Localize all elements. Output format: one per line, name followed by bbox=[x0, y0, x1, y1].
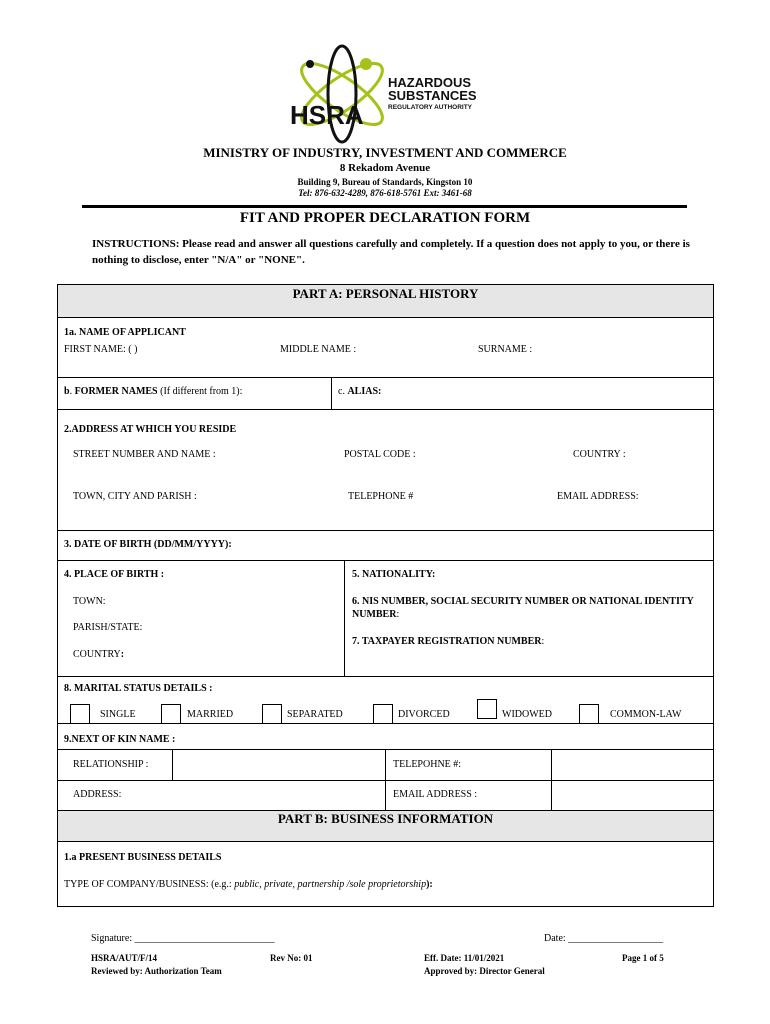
kin-address-field[interactable]: ADDRESS: bbox=[73, 789, 122, 800]
date-of-birth-field[interactable]: 3. DATE OF BIRTH (DD/MM/YYYY): bbox=[64, 539, 232, 550]
married-label: MARRIED bbox=[187, 709, 234, 720]
doc-code: HSRA/AUT/F/14 bbox=[91, 953, 158, 963]
date-line[interactable]: Date: ___________________ bbox=[544, 933, 664, 944]
national-id-field[interactable]: 6. NIS NUMBER, SOCIAL SECURITY NUMBER OR NATIONAL IDENTITY NUMBER: bbox=[352, 596, 694, 620]
street-field[interactable]: STREET NUMBER AND NAME : bbox=[73, 449, 216, 460]
q1a-heading: 1a. NAME OF APPLICANT bbox=[64, 327, 186, 338]
country-field[interactable]: COUNTRY : bbox=[573, 449, 626, 460]
marital-status-section bbox=[57, 676, 714, 724]
nationality-field[interactable]: 5. NATIONALITY: bbox=[352, 569, 436, 580]
page-number: Page 1 of 5 bbox=[622, 953, 664, 963]
surname-field[interactable]: SURNAME : bbox=[478, 344, 533, 355]
birth-town-field[interactable]: TOWN: bbox=[73, 596, 106, 607]
divider bbox=[385, 750, 386, 810]
postal-code-field[interactable]: POSTAL CODE : bbox=[344, 449, 416, 460]
signature-line[interactable]: Signature: ____________________________ bbox=[91, 933, 275, 944]
former-names-field[interactable]: b. FORMER NAMES (If different from 1): bbox=[64, 386, 243, 397]
single-label: SINGLE bbox=[100, 709, 136, 720]
svg-text:REGULATORY AUTHORITY: REGULATORY AUTHORITY bbox=[388, 104, 473, 111]
divider bbox=[551, 750, 552, 810]
business-details-section bbox=[57, 841, 714, 907]
separated-checkbox[interactable] bbox=[262, 704, 282, 724]
next-of-kin-section bbox=[57, 749, 714, 811]
part-a-header bbox=[57, 284, 714, 318]
address-section bbox=[57, 409, 714, 531]
town-city-parish-field[interactable]: TOWN, CITY AND PARISH : bbox=[73, 491, 197, 502]
former-names-row bbox=[57, 377, 714, 410]
birth-country-field[interactable]: COUNTRY: bbox=[73, 649, 125, 660]
address-line-3: Tel: 876-632-4289, 876-618-5761 Ext: 3461-68 bbox=[298, 188, 472, 198]
reviewed-by: Reviewed by: Authorization Team bbox=[91, 966, 222, 976]
telephone-field[interactable]: TELEPHONE # bbox=[348, 491, 414, 502]
kin-email-field[interactable]: EMAIL ADDRESS : bbox=[393, 789, 478, 800]
svg-text:HAZARDOUS: HAZARDOUS bbox=[388, 75, 472, 90]
divider bbox=[331, 378, 332, 409]
email-field[interactable]: EMAIL ADDRESS: bbox=[557, 491, 639, 502]
divorced-label: DIVORCED bbox=[398, 709, 450, 720]
kin-telephone-field[interactable]: TELEPOHNE #: bbox=[393, 759, 462, 770]
first-name-field[interactable]: FIRST NAME: ( ) bbox=[64, 344, 138, 355]
name-of-applicant-section bbox=[57, 317, 714, 378]
taxpayer-registration-field[interactable]: 7. TAXPAYER REGISTRATION NUMBER: bbox=[352, 636, 545, 647]
date-of-birth-row bbox=[57, 530, 714, 561]
married-checkbox[interactable] bbox=[161, 704, 181, 724]
hsra-logo bbox=[280, 44, 490, 144]
separated-label: SEPARATED bbox=[287, 709, 343, 720]
common-law-label: COMMON-LAW bbox=[610, 709, 682, 720]
q8-heading: 8. MARITAL STATUS DETAILS : bbox=[64, 683, 213, 694]
form-title: FIT AND PROPER DECLARATION FORM bbox=[239, 210, 531, 226]
svg-text:HSRA: HSRA bbox=[290, 100, 364, 130]
business-heading: 1.a PRESENT BUSINESS DETAILS bbox=[64, 852, 222, 863]
part-b-title: PART B: BUSINESS INFORMATION bbox=[277, 811, 494, 826]
alias-field[interactable]: c. ALIAS: bbox=[338, 386, 382, 397]
company-type-field[interactable]: TYPE OF COMPANY/BUSINESS: (e.g.: public, private, partnership /sole proprietorship): bbox=[64, 879, 433, 890]
middle-name-field[interactable]: MIDDLE NAME : bbox=[280, 344, 357, 355]
birth-parish-field[interactable]: PARISH/STATE: bbox=[73, 622, 143, 633]
address-line-2: Building 9, Bureau of Standards, Kingston 10 bbox=[297, 177, 473, 187]
svg-text:SUBSTANCES: SUBSTANCES bbox=[388, 88, 477, 103]
part-b-header bbox=[57, 810, 714, 842]
instructions: INSTRUCTIONS: Please read and answer all questions carefully and completely. If a question does not apply to you, or there is nothing to disclose, enter "N/A" or "NONE". bbox=[92, 238, 690, 266]
single-checkbox[interactable] bbox=[70, 704, 90, 724]
divider bbox=[172, 750, 173, 780]
header-divider bbox=[82, 205, 687, 208]
q2-heading: 2.ADDRESS AT WHICH YOU RESIDE bbox=[64, 424, 237, 435]
relationship-field[interactable]: RELATIONSHIP : bbox=[73, 759, 149, 770]
common-law-checkbox[interactable] bbox=[579, 704, 599, 724]
divider bbox=[344, 561, 345, 676]
widowed-label: WIDOWED bbox=[502, 709, 552, 720]
approved-by: Approved by: Director General bbox=[424, 966, 545, 976]
revision-number: Rev No: 01 bbox=[270, 953, 313, 963]
widowed-checkbox[interactable] bbox=[477, 699, 497, 719]
q4-heading: 4. PLACE OF BIRTH : bbox=[64, 569, 165, 580]
q9-heading: 9.NEXT OF KIN NAME : bbox=[64, 734, 176, 745]
divorced-checkbox[interactable] bbox=[373, 704, 393, 724]
birth-nationality-section bbox=[57, 560, 714, 677]
ministry-name: MINISTRY OF INDUSTRY, INVESTMENT AND COMMERCE bbox=[203, 145, 567, 160]
part-a-title: PART A: PERSONAL HISTORY bbox=[292, 286, 479, 301]
effective-date: Eff. Date: 11/01/2021 bbox=[424, 953, 505, 963]
address-line-1: 8 Rekadom Avenue bbox=[339, 162, 431, 174]
next-of-kin-heading-row bbox=[57, 723, 714, 750]
